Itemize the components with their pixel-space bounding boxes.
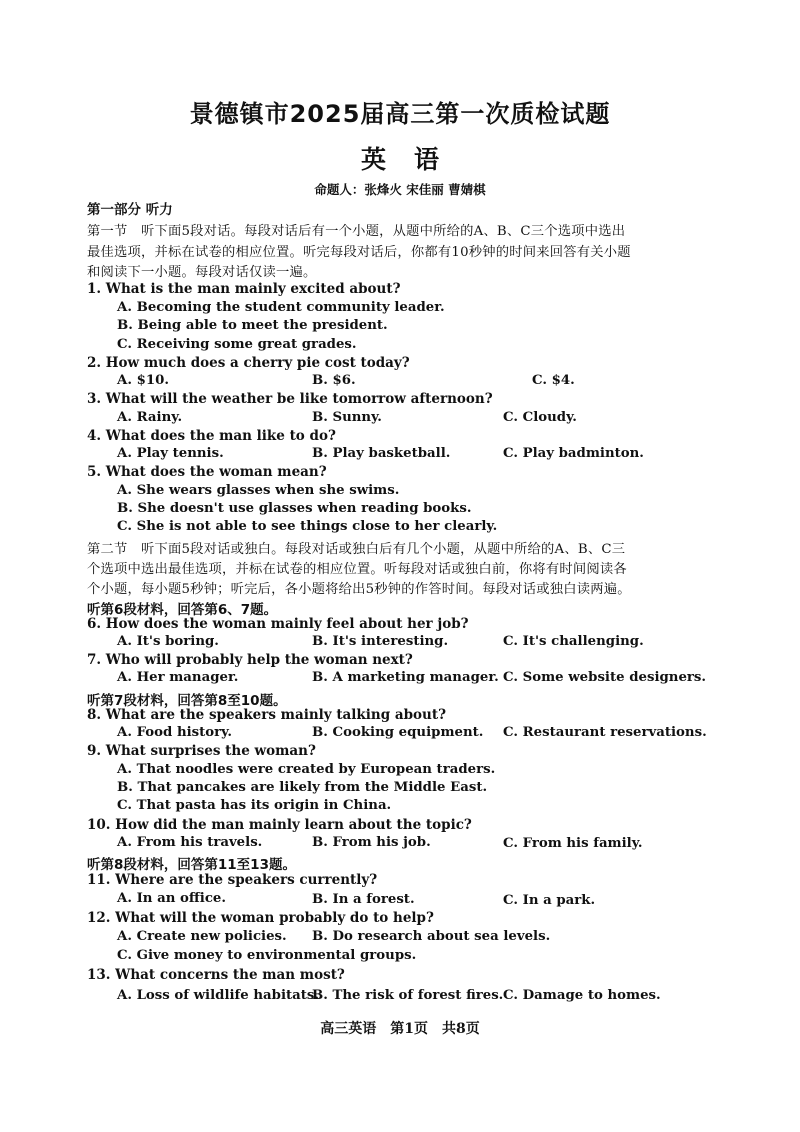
section1-instruction-line-2: 最佳选项，并标在试卷的相应位置。听完每段对话后，你都有10秒钟的时间来回答有关小题	[87, 245, 631, 260]
part1-heading: 第一部分 听力	[87, 202, 173, 218]
question-9-option-c: C. That pasta has its origin in China.	[117, 798, 392, 813]
question-5-option-a: A. She wears glasses when she swims.	[117, 483, 400, 498]
question-6-option-b: B. It's interesting.	[312, 634, 449, 649]
question-3-option-a: A. Rainy.	[117, 410, 183, 425]
question-5-stem: 5. What does the woman mean?	[87, 464, 327, 480]
question-2-option-c: C. $4.	[532, 373, 575, 388]
question-8-option-a: A. Food history.	[117, 725, 233, 740]
question-7-option-b: B. A marketing manager.	[312, 670, 499, 685]
question-1-option-b: B. Being able to meet the president.	[117, 318, 388, 333]
question-3-stem: 3. What will the weather be like tomorrow afternoon?	[87, 391, 493, 407]
question-4-option-a: A. Play tennis.	[117, 446, 224, 461]
question-8-option-b: B. Cooking equipment.	[312, 725, 484, 740]
question-3-option-c: C. Cloudy.	[503, 410, 577, 425]
question-8-stem: 8. What are the speakers mainly talking about?	[87, 707, 447, 723]
question-13-option-b: B. The risk of forest fires.	[312, 988, 504, 1003]
question-13-stem: 13. What concerns the man most?	[87, 967, 345, 983]
question-9-option-b: B. That pancakes are likely from the Middle East.	[117, 780, 488, 795]
question-12-option-b: B. Do research about sea levels.	[312, 929, 551, 944]
question-11-option-c: C. In a park.	[503, 893, 596, 908]
question-10-stem: 10. How did the man mainly learn about the topic?	[87, 817, 472, 833]
exam-title: 景德镇市2025届高三第一次质检试题	[189, 100, 611, 128]
section2-instruction-line-3: 个小题，每小题5秒钟；听完后，各小题将给出5秒钟的作答时间。每段对话或独白读两遍。	[87, 582, 631, 597]
question-1-stem: 1. What is the man mainly excited about?	[87, 281, 401, 297]
question-2-stem: 2. How much does a cherry pie cost today?	[87, 355, 410, 371]
question-12-stem: 12. What will the woman probably do to help?	[87, 910, 434, 926]
question-7-option-a: A. Her manager.	[117, 670, 239, 685]
section2-instruction-line-1: 第二节 听下面5段对话或独白。每段对话或独白后有几个小题，从题中所给的A、B、C三	[87, 542, 626, 557]
question-5-option-c: C. She is not able to see things close to her clearly.	[117, 519, 498, 534]
question-11-option-b: B. In a forest.	[312, 892, 415, 907]
question-6-option-a: A. It's boring.	[117, 634, 219, 649]
question-5-option-b: B. She doesn't use glasses when reading books.	[117, 501, 472, 516]
question-11-option-a: A. In an office.	[117, 891, 227, 906]
question-2-option-b: B. $6.	[312, 373, 356, 388]
question-12-option-c: C. Give money to environmental groups.	[117, 948, 417, 963]
question-6-option-c: C. It's challenging.	[503, 634, 644, 649]
question-11-stem: 11. Where are the speakers currently?	[87, 872, 378, 888]
question-10-option-c: C. From his family.	[503, 836, 643, 851]
subject-title: 英语	[360, 145, 467, 174]
question-3-option-b: B. Sunny.	[312, 410, 382, 425]
material-6-heading: 听第6段材料，回答第6、7题。	[87, 602, 278, 618]
question-13-option-a: A. Loss of wildlife habitats.	[117, 988, 320, 1003]
section1-instruction-line-3: 和阅读下一小题。每段对话仅读一遍。	[87, 265, 317, 280]
question-6-stem: 6. How does the woman mainly feel about her job?	[87, 616, 469, 632]
question-9-option-a: A. That noodles were created by European traders.	[117, 762, 496, 777]
question-4-option-b: B. Play basketball.	[312, 446, 451, 461]
section1-instruction-line-1: 第一节 听下面5段对话。每段对话后有一个小题，从题中所给的A、B、C三个选项中选出	[87, 224, 626, 239]
question-1-option-c: C. Receiving some great grades.	[117, 337, 357, 352]
question-7-stem: 7. Who will probably help the woman next?	[87, 652, 413, 668]
question-12-option-a: A. Create new policies.	[117, 929, 287, 944]
question-4-stem: 4. What does the man like to do?	[87, 428, 336, 444]
page-footer: 高三英语 第1页 共8页	[320, 1021, 480, 1037]
question-7-option-c: C. Some website designers.	[503, 670, 707, 685]
question-4-option-c: C. Play badminton.	[503, 446, 644, 461]
material-7-heading: 听第7段材料，回答第8至10题。	[87, 693, 287, 709]
question-2-option-a: A. $10.	[117, 373, 169, 388]
question-9-stem: 9. What surprises the woman?	[87, 743, 316, 759]
question-10-option-a: A. From his travels.	[117, 835, 263, 850]
section2-instruction-line-2: 个选项中选出最佳选项，并标在试卷的相应位置。听每段对话或独白前，你将有时间阅读各	[87, 562, 627, 577]
question-8-option-c: C. Restaurant reservations.	[503, 725, 707, 740]
material-8-heading: 听第8段材料，回答第11至13题。	[87, 857, 296, 873]
question-13-option-c: C. Damage to homes.	[503, 988, 661, 1003]
question-1-option-a: A. Becoming the student community leader.	[117, 300, 445, 315]
question-10-option-b: B. From his job.	[312, 835, 431, 850]
authors-line: 命题人：张烽火 宋佳丽 曹婧棋	[314, 182, 486, 197]
